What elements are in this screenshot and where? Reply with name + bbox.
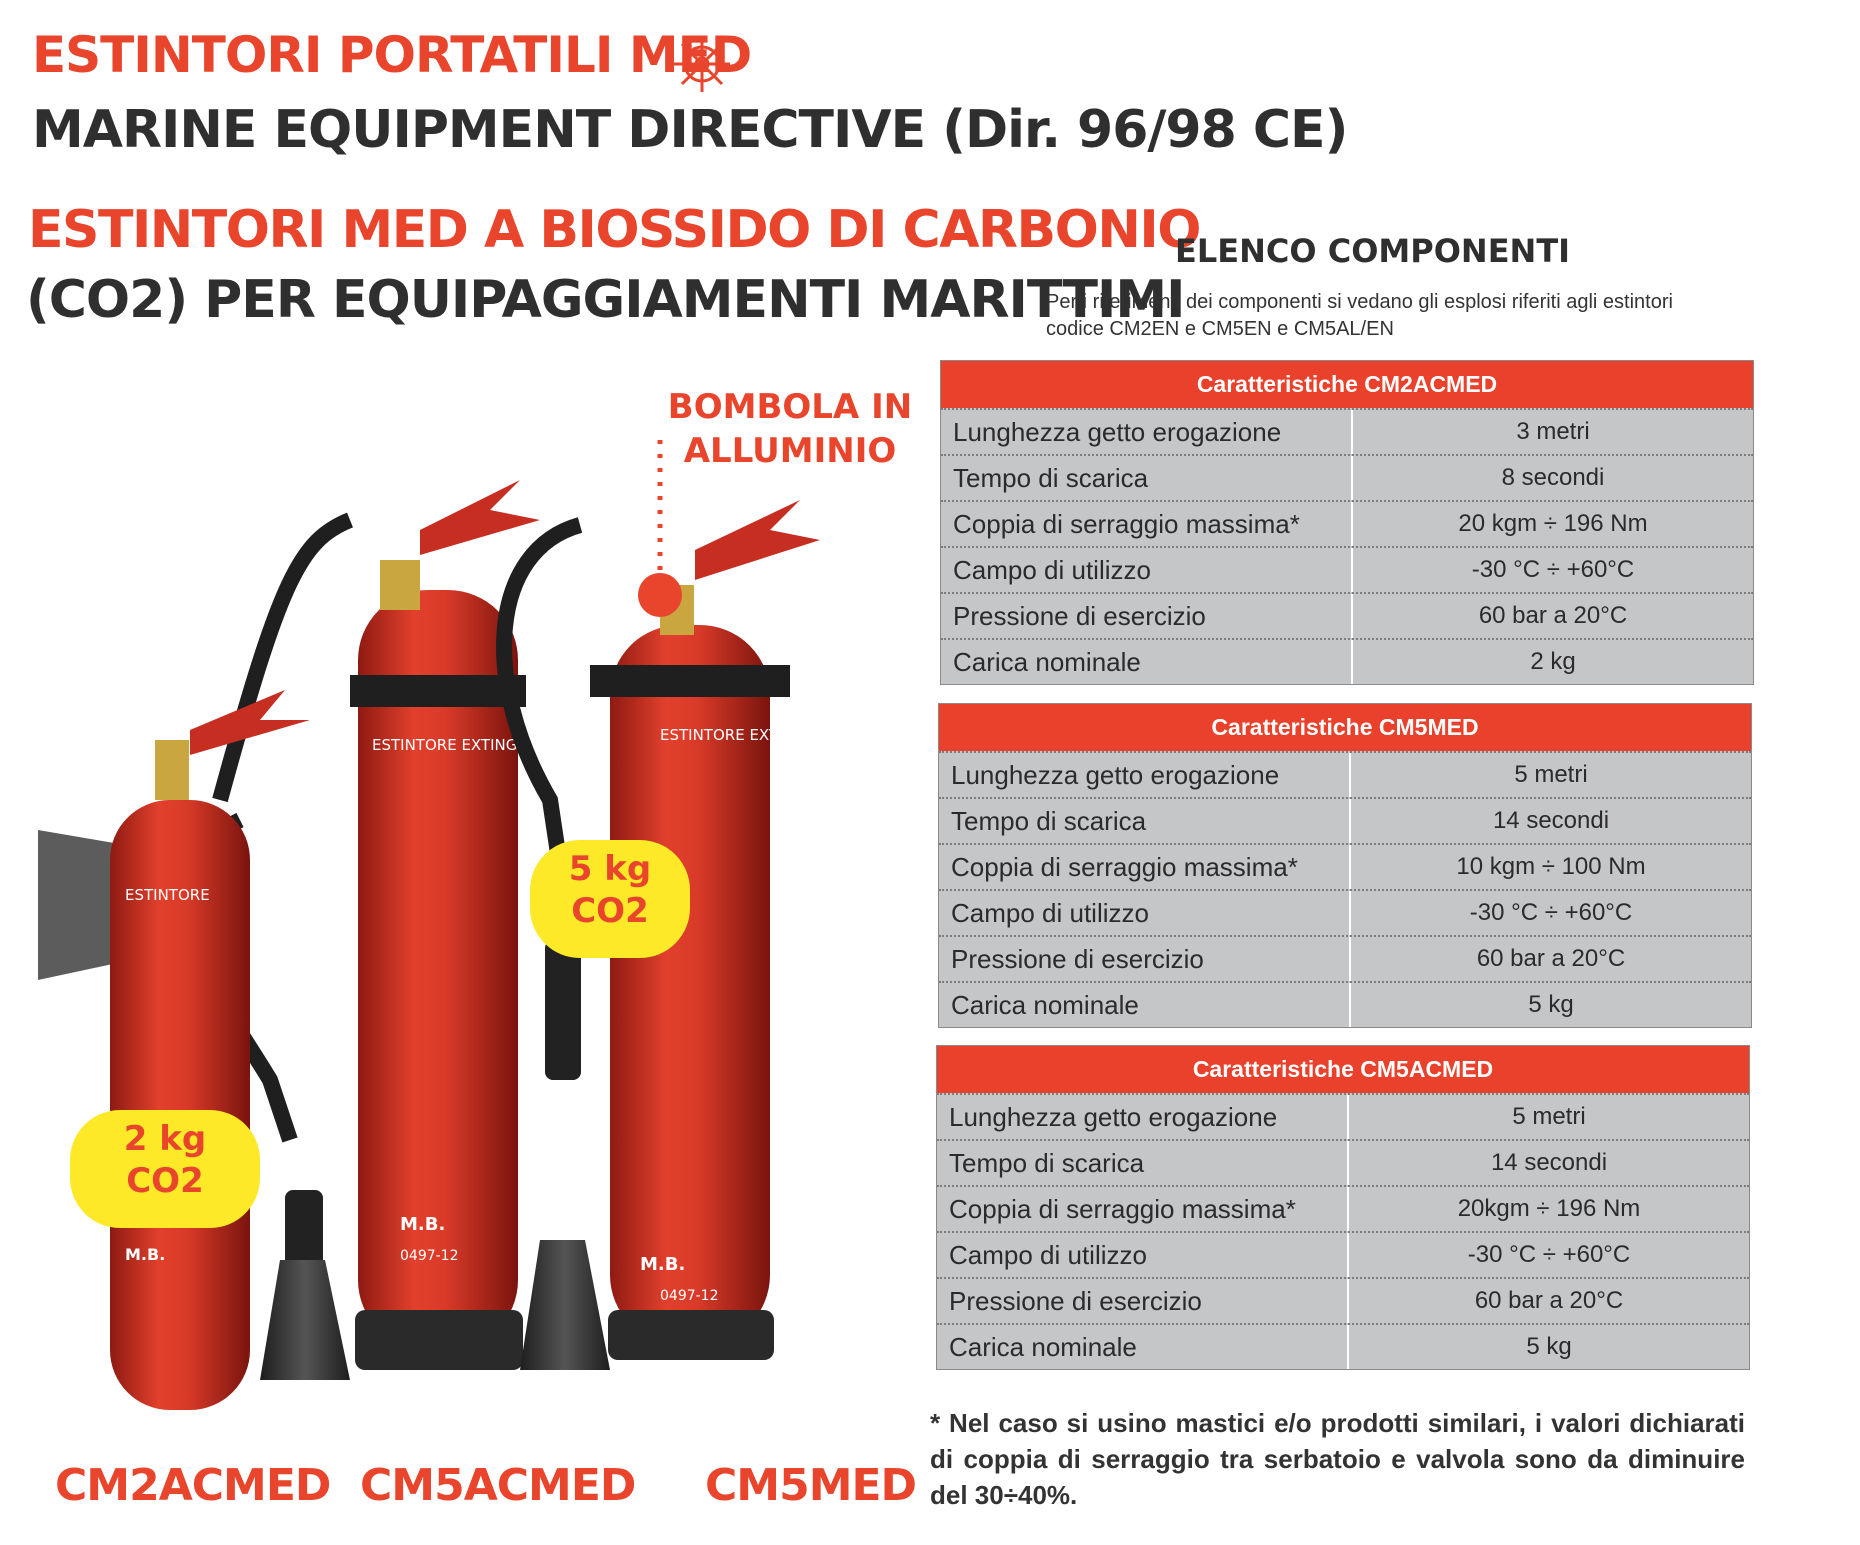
cyl-mid-cert: 0497-12 xyxy=(660,1288,719,1304)
badge-2kg-agent: CO2 xyxy=(126,1161,204,1201)
spec-table-title: Caratteristiche CM5ACMED xyxy=(937,1046,1749,1093)
row-label: Campo di utilizzo xyxy=(941,548,1353,592)
table-row xyxy=(939,889,1751,935)
cyl-big-label: ESTINTORE EXTINGUISHER xyxy=(372,736,574,754)
components-text: Per i riferimenti dei componenti si vedano gli esplosi riferiti agli estintori codice CM2EN e CM5EN e CM5AL/EN xyxy=(1046,291,1673,340)
row-label: Pressione di esercizio xyxy=(941,594,1353,638)
badge-5kg-weight: 5 kg xyxy=(568,849,652,889)
row-value: 3 metri xyxy=(1516,418,1590,445)
row-value: -30 °C ÷ +60°C xyxy=(1467,1241,1631,1268)
main-title: ESTINTORI PORTATILI MED xyxy=(32,26,752,84)
cyl-small-maker: M.B. xyxy=(125,1245,166,1264)
row-label: Carica nominale xyxy=(937,1325,1349,1369)
table-row xyxy=(937,1093,1749,1139)
row-label: Lunghezza getto erogazione xyxy=(941,410,1353,454)
row-label: Campo di utilizzo xyxy=(939,891,1351,935)
row-value: 14 secondi xyxy=(1492,807,1610,834)
ship-wheel-icon xyxy=(672,34,732,94)
row-value: 60 bar a 20°C xyxy=(1476,945,1626,972)
spec-table-cm5med xyxy=(938,703,1752,1028)
table-row xyxy=(937,1277,1749,1323)
subtitle-line1: ESTINTORI MED A BIOSSIDO DI CARBONIO xyxy=(28,200,1200,260)
row-value: 5 kg xyxy=(1528,991,1574,1018)
row-label: Carica nominale xyxy=(939,983,1351,1027)
row-label: Coppia di serraggio massima* xyxy=(939,845,1351,889)
row-value: 10 kgm ÷ 100 Nm xyxy=(1456,853,1646,880)
table-row xyxy=(939,981,1751,1027)
model-cm5med: CM5MED xyxy=(705,1460,917,1511)
cyl-small-label: ESTINTORE xyxy=(125,886,210,904)
row-label: Pressione di esercizio xyxy=(937,1279,1349,1323)
row-label: Tempo di scarica xyxy=(937,1141,1349,1185)
row-label: Tempo di scarica xyxy=(939,799,1351,843)
row-value: 5 metri xyxy=(1512,1103,1586,1130)
components-heading: ELENCO COMPONENTI xyxy=(1175,232,1571,270)
horn-cm5acmed xyxy=(260,1260,350,1380)
subtitle-line2: (CO2) PER EQUIPAGGIAMENTI MARITTIMI xyxy=(26,270,1185,330)
table-row xyxy=(941,500,1753,546)
torque-footnote: * Nel caso si usino mastici e/o prodotti similari, i valori dichiarati di coppia di serraggio tra serbatoio e valvola sono da diminuire del 30÷40%. xyxy=(930,1408,1745,1510)
row-value: -30 °C ÷ +60°C xyxy=(1471,556,1635,583)
table-row xyxy=(937,1231,1749,1277)
model-cm2acmed: CM2ACMED xyxy=(55,1460,331,1511)
cyl-big-maker: M.B. xyxy=(400,1214,446,1235)
table-row xyxy=(937,1139,1749,1185)
spec-table-cm5acmed xyxy=(936,1045,1750,1370)
table-row xyxy=(939,843,1751,889)
row-label: Lunghezza getto erogazione xyxy=(939,753,1351,797)
row-label: Campo di utilizzo xyxy=(937,1233,1349,1277)
badge-2kg xyxy=(70,1110,260,1228)
row-value: -30 °C ÷ +60°C xyxy=(1469,899,1633,926)
row-label: Pressione di esercizio xyxy=(939,937,1351,981)
row-label: Coppia di serraggio massima* xyxy=(941,502,1353,546)
table-row xyxy=(941,592,1753,638)
table-row xyxy=(939,797,1751,843)
model-cm5acmed: CM5ACMED xyxy=(360,1460,636,1511)
badge-5kg xyxy=(530,840,690,958)
table-row xyxy=(941,546,1753,592)
row-value: 8 secondi xyxy=(1501,464,1605,491)
row-value: 20 kgm ÷ 196 Nm xyxy=(1458,510,1648,537)
row-value: 60 bar a 20°C xyxy=(1474,1287,1624,1314)
table-row xyxy=(939,751,1751,797)
cyl-mid-label: ESTINTORE EXTINGUISHER xyxy=(660,726,862,744)
row-label: Tempo di scarica xyxy=(941,456,1353,500)
valve-cm5med xyxy=(695,500,820,580)
row-value: 5 metri xyxy=(1514,761,1588,788)
table-row xyxy=(939,935,1751,981)
badge-2kg-weight: 2 kg xyxy=(123,1119,207,1159)
extinguishers-illustration xyxy=(20,380,930,1430)
row-value: 20kgm ÷ 196 Nm xyxy=(1457,1195,1641,1222)
table-row xyxy=(941,454,1753,500)
directive-title: MARINE EQUIPMENT DIRECTIVE (Dir. 96/98 CE) xyxy=(32,100,1348,160)
table-row xyxy=(937,1323,1749,1369)
row-value: 14 secondi xyxy=(1490,1149,1608,1176)
cyl-big-cert: 0497-12 xyxy=(400,1248,459,1264)
valve-cm5acmed xyxy=(420,480,540,555)
badge-5kg-agent: CO2 xyxy=(571,891,649,931)
row-label: Lunghezza getto erogazione xyxy=(937,1095,1349,1139)
bombola-label: BOMBOLA IN ALLUMINIO xyxy=(667,387,913,471)
cyl-mid-maker: M.B. xyxy=(640,1254,686,1275)
row-value: 60 bar a 20°C xyxy=(1478,602,1628,629)
table-row xyxy=(941,638,1753,684)
spec-table-cm2acmed xyxy=(940,360,1754,685)
row-label: Coppia di serraggio massima* xyxy=(937,1187,1349,1231)
row-value: 2 kg xyxy=(1530,648,1576,675)
table-row xyxy=(937,1185,1749,1231)
spec-table-title: Caratteristiche CM2ACMED xyxy=(941,361,1753,408)
row-value: 5 kg xyxy=(1526,1333,1572,1360)
horn-cm5med xyxy=(520,1240,610,1370)
spec-table-title: Caratteristiche CM5MED xyxy=(939,704,1751,751)
table-row xyxy=(941,408,1753,454)
row-label: Carica nominale xyxy=(941,640,1353,684)
